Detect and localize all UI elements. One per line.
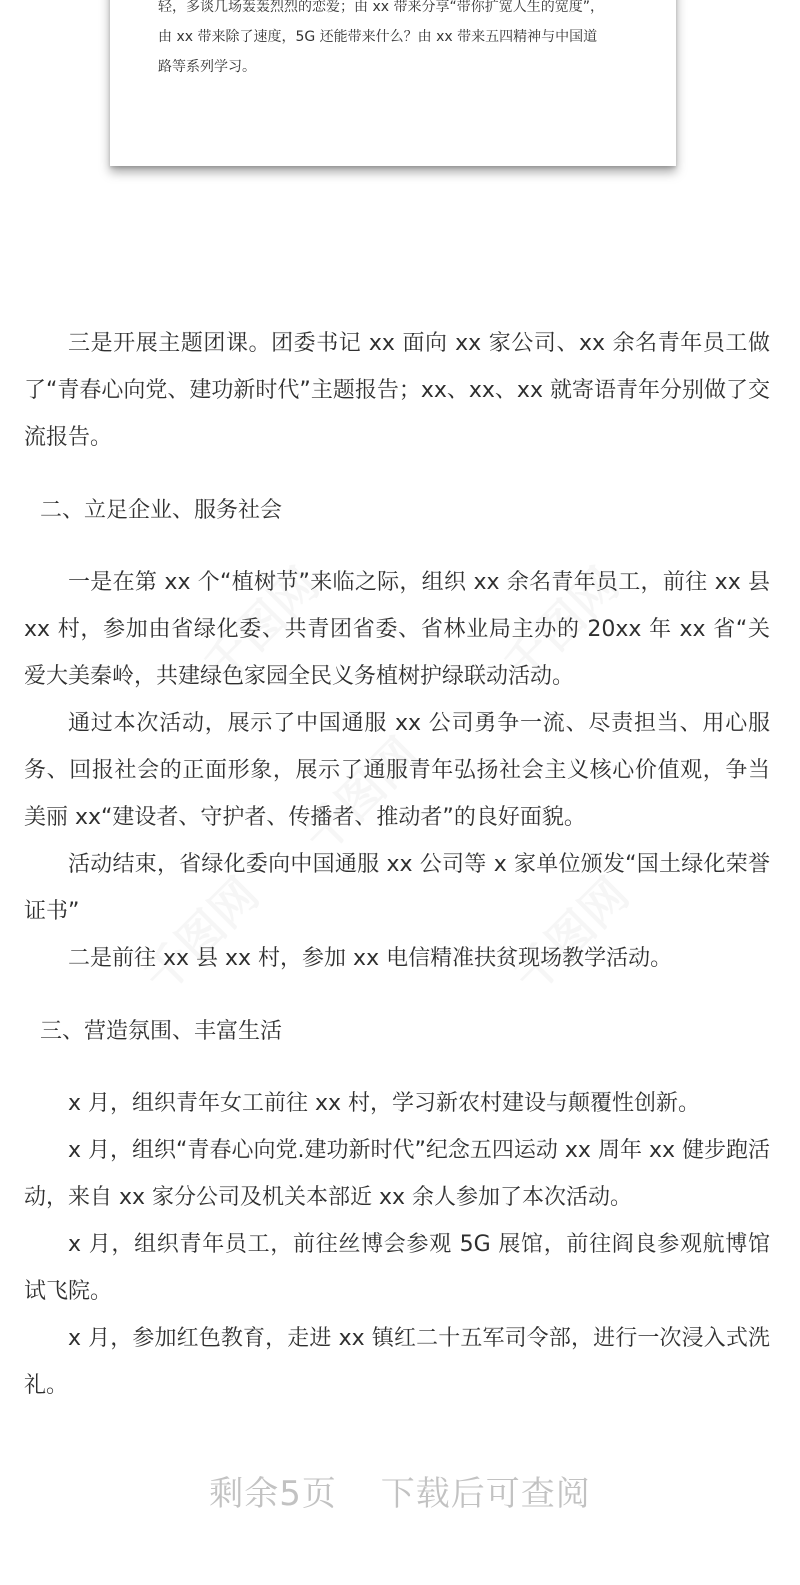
- paragraph-month-4: x 月，参加红色教育，走进 xx 镇红二十五军司令部，进行一次浸入式洗礼。: [24, 1326, 770, 1398]
- section-heading-2: 二、立足企业、服务社会: [40, 498, 283, 523]
- preview-line-3: 路等系列学习。: [158, 59, 256, 75]
- paragraph-tree-planting: 一是在第 xx 个“植树节”来临之际，组织 xx 余名青年员工，前往 xx 县 xx 村，参加由省绿化委、共青团省委、省林业局主办的 20xx 年 xx 省“关爱大美秦岭，共建绿色家园全民义务植树护绿联动活动。: [24, 570, 770, 689]
- preview-line-2: 由 xx 带来除了速度，5G 还能带来什么？由 xx 带来五四精神与中国道: [158, 29, 598, 45]
- document-body: [24, 320, 770, 1409]
- paragraph-activity-result: 通过本次活动，展示了中国通服 xx 公司勇争一流、尽责担当、用心服务、回报社会的正面形象，展示了通服青年弘扬社会主义核心价值观，争当美丽 xx“建设者、守护者、传播者、推动者”的良好面貌。: [24, 711, 770, 830]
- download-hint-text: 下载后可查阅: [380, 1474, 591, 1514]
- paragraph-month-2: x 月，组织“青春心向党.建功新时代”纪念五四运动 xx 周年 xx 健步跑活动，来自 xx 家分公司及机关本部近 xx 余人参加了本次活动。: [24, 1138, 770, 1210]
- preview-line-1: 轻，多谈几场轰轰烈烈的恋爱；由 xx 带来分享“带你扩宽人生的宽度”，: [158, 0, 604, 15]
- remaining-pages-text: 剩余5页: [209, 1474, 337, 1514]
- paragraph-month-3: x 月，组织青年员工，前往丝博会参观 5G 展馆，前往阎良参观航博馆试飞院。: [24, 1232, 770, 1304]
- paragraph-theme-class: 三是开展主题团课。团委书记 xx 面向 xx 家公司、xx 余名青年员工做了“青春心向党、建功新时代”主题报告；xx、xx、xx 就寄语青年分别做了交流报告。: [24, 331, 770, 450]
- preview-page-card: [110, 0, 676, 166]
- paragraph-poverty-alleviation: 二是前往 xx 县 xx 村，参加 xx 电信精准扶贫现场教学活动。: [68, 946, 673, 971]
- paragraph-award: 活动结束，省绿化委向中国通服 xx 公司等 x 家单位颁发“国土绿化荣誉证书”: [24, 852, 770, 924]
- preview-text: [158, 0, 648, 82]
- paragraph-month-1: x 月，组织青年女工前往 xx 村，学习新农村建设与颠覆性创新。: [68, 1091, 701, 1116]
- remaining-pages-banner[interactable]: [0, 1466, 800, 1515]
- section-heading-3: 三、营造氛围、丰富生活: [40, 1019, 283, 1044]
